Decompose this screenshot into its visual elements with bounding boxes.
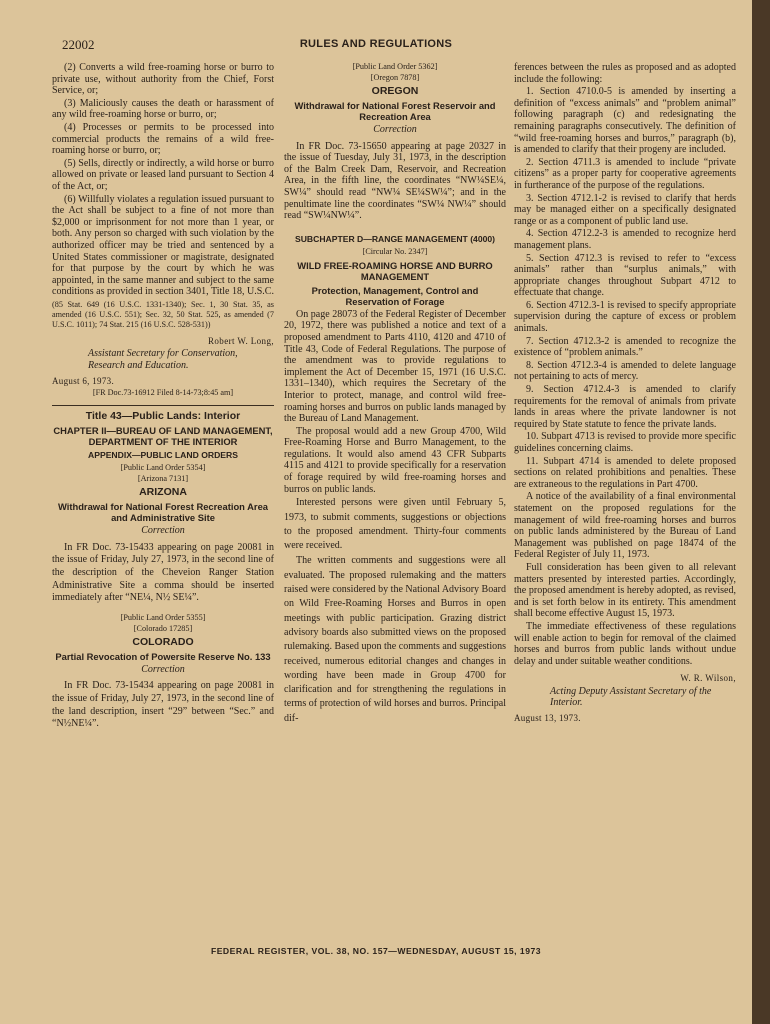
docket-number: [Oregon 7878] — [370, 73, 420, 82]
list-item: 3. Section 4712.1-2 is revised to clarify that herds may be managed either on a specifically designated range or as a component of public land use. — [514, 192, 736, 227]
list-item: 2. Section 4711.3 is amended to include “private citizens” as a proper party for cooperative agreements in furtherance of the purpose of the regulations. — [514, 156, 736, 191]
running-head: RULES AND REGULATIONS — [299, 38, 453, 50]
signer-title: Acting Deputy Assistant Secretary of the Interior. — [550, 685, 712, 709]
list-item: 7. Section 4712.3-2 is amended to recognize the existence of “problem animals.” — [514, 335, 736, 359]
page-number: 22002 — [62, 37, 95, 52]
paragraph: (6) Willfully violates a regulation issued pursuant to the Act shall be subject to a fine of not more than $2,000 or imprisonment for not more than 1 year, or both. Any person so charged with such violation by the authorized officer may be tried and sentenced by a United States commissioner or magistrate, designated for that purpose by the court by which he was appointed, in the same manner and subject to the same conditions as provided in section 3401, Title 18, U.S.C. — [52, 193, 274, 298]
state-heading: COLORADO — [132, 635, 194, 648]
signature-date: August 6, 1973. — [52, 375, 115, 386]
section-heading: Withdrawal for National Forest Reservoir and Recreation Area — [294, 100, 496, 122]
paragraph: The written comments and suggestions were all evaluated. The proposed rulemaking and the matters raised were considered by the National Advisory Board on Wild Free-Roaming Horses and Burros in open meetings with public participation. Grazing district advisory boards also submitted views on the proposed rulemaking. Based upon the comments and suggestions received, numerous editorial changes and changes in wording have been made in Group 4700 for clarification and for strengthening the regulations in terms of protection of wild horses and burros. Principal dif- — [284, 555, 506, 724]
page-edge — [752, 0, 770, 1024]
state-heading: OREGON — [371, 85, 419, 97]
correction-label: Correction — [141, 525, 185, 537]
public-land-order: [Public Land Order 5355] — [120, 612, 206, 622]
signer-name: W. R. Wilson, — [680, 673, 736, 684]
list-item: 11. Subpart 4714 is amended to delete proposed sections on related prohibitions and penalties. These are extraneous to the regulations in Part 4700. — [514, 455, 736, 490]
list-item: 8. Section 4712.3-4 is amended to delete language not pertaining to acts of mercy. — [514, 359, 736, 383]
paragraph: Interested persons were given until February 5, 1973, to submit comments, suggestions or objections to the proposed amendment. Thirty-four comments were received. — [284, 497, 506, 552]
list-item: 9. Section 4712.4-3 is amended to clarify requirements for the removal of animals from private lands in areas where the private landowner is not required by State statute to fence the private lands. — [514, 384, 736, 430]
column-middle — [284, 62, 506, 727]
paragraph: In FR Doc. 73-15650 appearing at page 20327 in the issue of Tuesday, July 31, 1973, in the description of the Balm Creek Dam, Reservoir, and Recreation Area, in the fifth line, the coordinates “NW¼SE¼, SW¼” should read “NW¼ SE¼SW¼”; and in the penultimate line the coordinates “SW¼ NW¼” should read “SW¼NW¼”. — [284, 140, 506, 222]
paragraph: On page 28073 of the Federal Register of December 20, 1972, there was published a notice and text of a proposed amendment to Parts 4110, 4120 and 4710 of Title 43, Code of Federal Regulations. The purpose of the amendment was to provide regulations to implement the Act of December 15, 1971 (16 U.S.C. 1331–1340), which requires the Secretary of the Interior to protect, manage, and control wild free-roaming horses and burros on public lands managed by the Bureau of Land Management. — [284, 308, 506, 425]
docket-number: [Arizona 7131] — [137, 474, 189, 484]
statutory-citation: (85 Stat. 649 (16 U.S.C. 1331-1340); Sec. 1, 30 Stat. 35, as amended (16 U.S.C. 551); Sec. 32, 50 Stat. 525, as amended (7 U.S.C. 1011); 74 Stat. 215 (16 U.S.C. 528-531)) — [52, 299, 274, 329]
list-item: 10. Subpart 4713 is revised to provide more specific guidelines concerning claims. — [514, 431, 736, 454]
state-heading: ARIZONA — [139, 486, 187, 499]
list-item: 6. Section 4712.3-1 is revised to specify appropriate supervision during the capture of excess or problem animals. — [514, 299, 736, 335]
chapter-heading: CHAPTER II—BUREAU OF LAND MANAGEMENT, DEPARTMENT OF THE INTERIOR — [53, 425, 273, 448]
paragraph: The immediate effectiveness of these regulations will enable action to begin for removal of the claimed horses and burros from public lands without undue delay and under suitable weather conditions. — [514, 620, 736, 667]
column-left — [52, 62, 274, 732]
list-item: 5. Section 4712.3 is revised to refer to “excess animals” rather than “surplus animals,” with appropriate changes throughout Subpart 4712 to effectuate that change. — [514, 252, 736, 299]
paragraph: (4) Processes or permits to be processed into commercial products the remains of a wild free-roaming horse or burro, or; — [52, 121, 274, 157]
page-footer: FEDERAL REGISTER, VOL. 38, NO. 157—WEDNESDAY, AUGUST 15, 1973 — [210, 946, 542, 956]
fr-doc-number: [FR Doc.73-16912 Filed 8-14-73;8:45 am] — [92, 388, 234, 398]
signature-date: August 13, 1973. — [514, 713, 581, 724]
paragraph: In FR Doc. 73-15434 appearing on page 20081 in the issue of Friday, July 27, 1973, in the second line of the land description, insert “29” between “Sec.” and “N½NE¼”. — [52, 680, 274, 730]
paragraph: (2) Converts a wild free-roaming horse or burro to private use, without authority from the Chief, Forst Service, or; — [52, 62, 274, 97]
public-land-order: [Public Land Order 5354] — [120, 463, 206, 473]
appendix-heading: APPENDIX—PUBLIC LAND ORDERS — [88, 450, 238, 461]
section-heading: Partial Revocation of Powersite Reserve No. 133 — [55, 650, 271, 662]
paragraph: (3) Maliciously causes the death or harassment of any wild free-roaming horse or burro, or; — [52, 97, 274, 121]
column-right — [514, 62, 736, 726]
list-item: 1. Section 4710.0-5 is amended by inserting a definition of “excess animals” and “problem animal” following paragraph (c) and redesignating the remaining paragraphs consecutively. The definition of “wild free-roaming horses and burros,” paragraph (b), is amended to clarify that their progeny are included. — [514, 86, 736, 156]
section-heading: Withdrawal for National Forest Recreation Area and Administrative Site — [57, 501, 269, 524]
page-header — [0, 37, 752, 53]
public-land-order: [Public Land Order 5362] — [352, 62, 438, 71]
section-heading: WILD FREE-ROAMING HORSE AND BURRO MANAGEMENT — [297, 259, 493, 282]
section-heading: Protection, Management, Control and Reservation of Forage — [311, 284, 479, 307]
list-item: 4. Section 4712.2-3 is amended to recognize herd management plans. — [514, 228, 736, 251]
docket-number: [Colorado 17285] — [133, 623, 193, 633]
signer-title: Assistant Secretary for Conservation, Research and Education. — [88, 348, 238, 372]
section-divider — [52, 405, 274, 406]
circular-number: [Circular No. 2347] — [362, 246, 428, 256]
title-heading: Title 43—Public Lands: Interior — [85, 410, 241, 423]
signer-name: Robert W. Long, — [208, 335, 274, 346]
correction-label: Correction — [141, 663, 185, 675]
paragraph: In FR Doc. 73-15433 appearing on page 20081 in the issue of Friday, July 27, 1973, in the second line of the description of the Cheveion Ranger Station Administrative Site a comma should be inserted immediately after “NE¼, N½ SE¼”. — [52, 541, 274, 604]
paragraph: (5) Sells, directly or indirectly, a wild horse or burro allowed on private or leased land pursuant to Section 4 of the Act, or; — [52, 157, 274, 192]
paragraph: ferences between the rules as proposed and as adopted include the following: — [514, 62, 736, 85]
paragraph: A notice of the availability of a final environmental statement on the proposed regulations for the management of wild free-roaming horses and burros on public lands administered by the Bureau of Land Management was published on page 18474 of the Federal Register of July 11, 1973. — [514, 491, 736, 561]
paragraph: The proposal would add a new Group 4700, Wild Free-Roaming Horse and Burro Management, to the regulations. It would also amend 43 CFR Subparts 4115 and 4121 to provide specifically for a reservation of forage required by wild free-roaming horses and burros on public lands. — [284, 425, 506, 495]
paragraph: Full consideration has been given to all relevant matters presented by interested parties. Accordingly, the proposed amendment is hereby adopted, as revised, and is set forth below in its entirety. This amendment shall become effective August 15, 1973. — [514, 561, 736, 620]
subchapter-heading: SUBCHAPTER D—RANGE MANAGEMENT (4000) — [294, 233, 496, 244]
correction-label: Correction — [373, 124, 417, 135]
